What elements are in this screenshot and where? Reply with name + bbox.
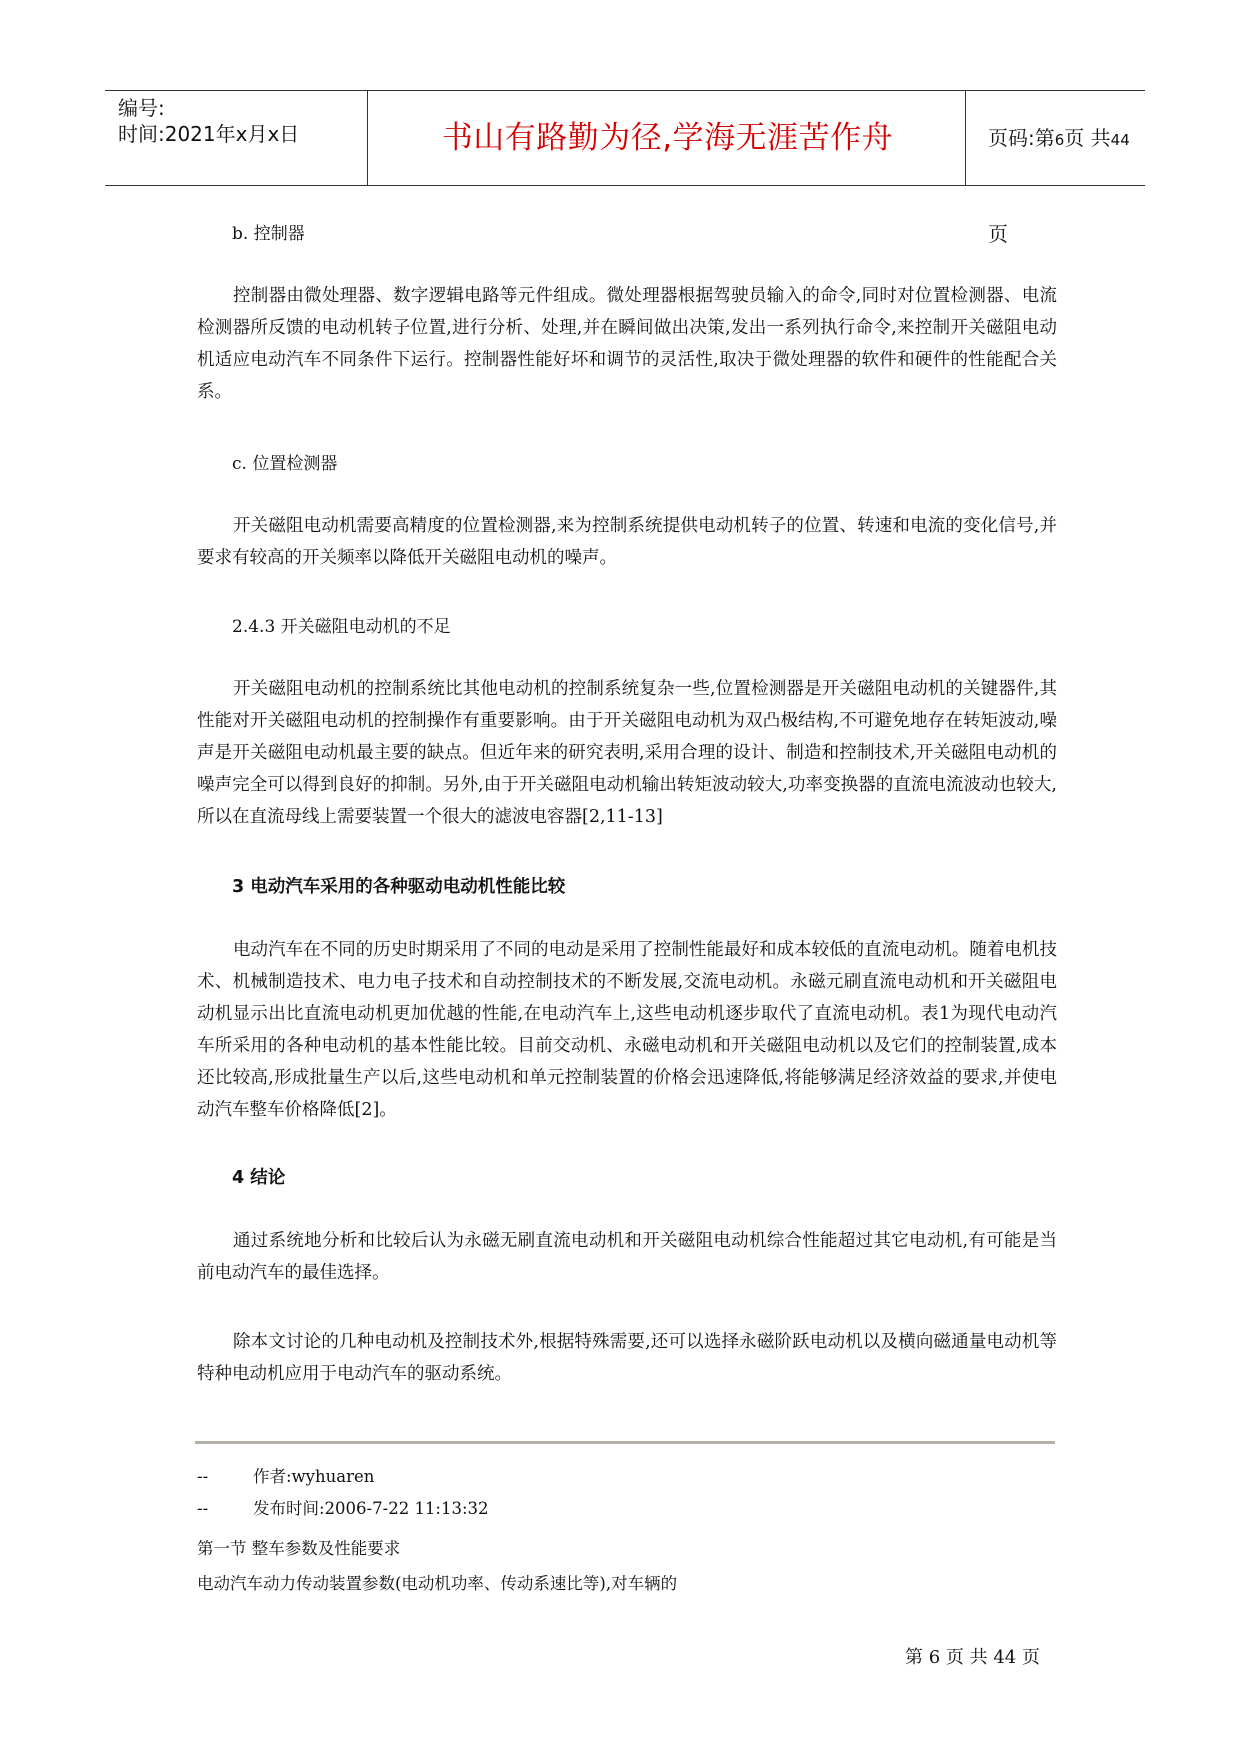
header-divider-left: [367, 91, 368, 185]
paragraph-conclusion-2: 除本文讨论的几种电动机及控制技术外,根据特殊需要,还可以选择永磁阶跃电动机以及横向磁通量电动机等特种电动机应用于电动汽车的驱动系统。: [197, 1332, 1057, 1384]
note-line-1: 第一节 整车参数及性能要求: [197, 1539, 401, 1558]
page-suffix: 页: [988, 222, 1008, 246]
time-label: 时间:2021年x月x日: [118, 122, 300, 146]
page-prefix: 页码:第: [988, 126, 1055, 150]
published-text: 发布时间:2006-7-22 11:13:32: [253, 1499, 489, 1518]
header-page-info: [988, 91, 1148, 246]
paragraph-motor-comparison: 电动汽车在不同的历史时期采用了不同的电动是采用了控制性能最好和成本较低的直流电动机。随着电机技术、机械制造技术、电力电子技术和自动控制技术的不断发展,交流电动机。永磁元刷直流电动机和开关磁阻电动机显示出比直流电动机更加优越的性能,在电动汽车上,这些电动机逐步取代了直流电动机。表1为现代电动汽车所采用的各种电动机的基本性能比较。目前交动机、永磁电动机和开关磁阻电动机以及它们的控制装置,成本还比较高,形成批量生产以后,这些电动机和单元控制装置的价格会迅速降低,将能够满足经济效益的要求,并使电动汽车整车价格降低[2]。: [197, 940, 1057, 1120]
subsection-243-title: 2.4.3 开关磁阻电动机的不足: [232, 617, 451, 637]
header-motto: 书山有路勤为径,学海无涯苦作舟: [441, 120, 894, 156]
number-label: 编号:: [118, 96, 165, 120]
subsection-c-title: c. 位置检测器: [232, 454, 338, 474]
paragraph-controller: 控制器由微处理器、数字逻辑电路等元件组成。微处理器根据驾驶员输入的命令,同时对位置检测器、电流检测器所反馈的电动机转子位置,进行分析、处理,并在瞬间做出决策,发出一系列执行命令,来控制开关磁阻电动机适应电动汽车不同条件下运行。控制器性能好坏和调节的灵活性,取决于微处理器的软件和硬件的性能配合关系。: [197, 286, 1057, 402]
subsection-b-title: b. 控制器: [232, 224, 305, 244]
paragraph-position-detector: 开关磁阻电动机需要高精度的位置检测器,来为控制系统提供电动机转子的位置、转速和电流的变化信号,并要求有较高的开关频率以降低开关磁阻电动机的噪声。: [197, 516, 1057, 568]
divider-rule: [195, 1441, 1055, 1444]
note-line-2: 电动汽车动力传动装置参数(电动机功率、传动系速比等),对车辆的: [197, 1574, 678, 1593]
page-footer: 第 6 页 共 44 页: [905, 1647, 1040, 1668]
page-mid: 页 共: [1064, 126, 1111, 150]
meta-published: [197, 1497, 489, 1521]
meta-dash: --: [197, 1499, 209, 1518]
author-text: 作者:wyhuaren: [253, 1467, 375, 1486]
page-number: 6: [1054, 131, 1065, 149]
paragraph-conclusion-1: 通过系统地分析和比较后认为永磁无刷直流电动机和开关磁阻电动机综合性能超过其它电动机,有可能是当前电动汽车的最佳选择。: [197, 1231, 1057, 1283]
paragraph-srm-shortcomings: 开关磁阻电动机的控制系统比其他电动机的控制系统复杂一些,位置检测器是开关磁阻电动机的关键器件,其性能对开关磁阻电动机的控制操作有重要影响。由于开关磁阻电动机为双凸极结构,不可避免地存在转矩波动,噪声是开关磁阻电动机最主要的缺点。但近年来的研究表明,采用合理的设计、制造和控制技术,开关磁阻电动机的噪声完全可以得到良好的抑制。另外,由于开关磁阻电动机输出转矩波动较大,功率变换器的直流电流波动也较大,所以在直流母线上需要装置一个很大的滤波电容器[2,11-13]: [197, 679, 1057, 827]
section-4-title: 4 结论: [232, 1168, 286, 1188]
meta-author: [197, 1465, 374, 1489]
page-total: 44: [1110, 131, 1130, 149]
section-3-title: 3 电动汽车采用的各种驱动电动机性能比较: [232, 877, 566, 897]
header-meta: [118, 91, 368, 189]
header-divider-right: [965, 91, 966, 185]
meta-dash: --: [197, 1467, 209, 1486]
